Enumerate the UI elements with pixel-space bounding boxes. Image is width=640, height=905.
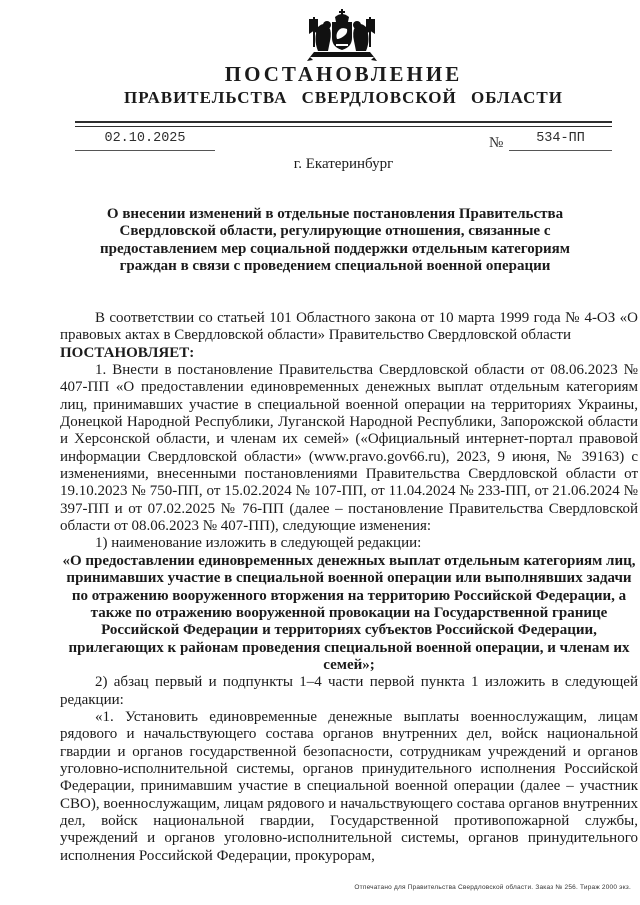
- paragraph-sub2: 2) абзац первый и подпункты 1–4 части первой пункта 1 изложить в следующей редакции:: [60, 674, 638, 708]
- header-divider: [75, 121, 612, 127]
- document-city: г. Екатеринбург: [293, 156, 394, 172]
- authority-heading: ПРАВИТЕЛЬСТВА СВЕРДЛОВСКОЙ ОБЛАСТИ: [124, 88, 563, 107]
- document-type-heading: ПОСТАНОВЛЕНИЕ: [224, 62, 463, 86]
- paragraph-sub1: 1) наименование изложить в следующей редакции:: [95, 535, 422, 552]
- resolves-word: ПОСТАНОВЛЯЕТ:: [60, 344, 195, 361]
- paragraph-intro: [60, 310, 638, 345]
- document-date: 02.10.2025: [75, 131, 215, 151]
- paragraph-new-title: «О предоставлении единовременных денежных выплат отдельным категориям лиц, принимавших участие в специальной военной операции или выполнявших задачи по отражению вооруженного вторжения на территорию Российской Федерации, а также по отражению вооруженной провокации на Государственной границе Российской Федерации и территориях субъектов Российской Федерации, прилегающих к районам проведения специальной военной операции, и членам их семей»;: [62, 552, 636, 673]
- paragraph-item-text: «1. Установить единовременные денежные выплаты военнослужащим, лицам рядового и начальствующего состава органов внутренних дел, войск национальной гвардии и органов государственной безопасности, сотрудникам учреждений и органов уголовно-исполнительной системы, органов принудительного исполнения Российской Федерации, принимавшим участие в специальной военной операции (далее – участник СВО), военнослужащим, лицам рядового и начальствующего состава органов внутренних дел, войск национальной гвардии, Государственной противопожарной службы, учреждений и органов уголовно-исполнительной системы, органов принудительного исполнения Российской Федерации, прокурорам,: [60, 708, 638, 864]
- number-sign: №: [489, 135, 504, 151]
- document-number: 534-ПП: [509, 131, 612, 151]
- intro-text: В соответствии со статьей 101 Областного закона от 10 марта 1999 года № 4-ОЗ «О правовых актах в Свердловской области» Правительство Свердловской области: [60, 310, 638, 344]
- sverdlovsk-coat-of-arms-icon: [306, 9, 378, 63]
- paragraph-item1: 1. Внести в постановление Правительства Свердловской области от 08.06.2023 № 407-ПП «О предоставлении единовременных денежных выплат отдельным категориям лиц, принимавших участие в специальной военной операции на территориях Украины, Донецкой Народной Республики, Луганской Народной Республики, Запорожской области и Херсонской области, и членам их семей» («Официальный интернет-портал правовой информации Свердловской области» (www.pravo.gov66.ru), 2023, 9 июня, № 39163) с изменениями, внесенными постановлениями Правительства Свердловской области от 19.10.2023 № 750-ПП, от 15.02.2024 № 107-ПП, от 11.04.2024 № 233-ПП, от 21.06.2024 № 397-ПП и от 07.02.2025 № 76-ПП (далее – постановление Правительства Свердловской области от 08.06.2023 № 407-ПП), следующие изменения:: [60, 362, 638, 535]
- document-body: [60, 310, 638, 872]
- print-imprint: Отпечатано для Правительства Свердловской области. Заказ № 256. Тираж 2000 экз.: [354, 884, 631, 891]
- document-title: О внесении изменений в отдельные постановления Правительства Свердловской области, регулирующие отношения, связанные с предоставлением мер социальной поддержки отдельным категориям граждан в связи с проведением специальной военной операции: [99, 206, 571, 275]
